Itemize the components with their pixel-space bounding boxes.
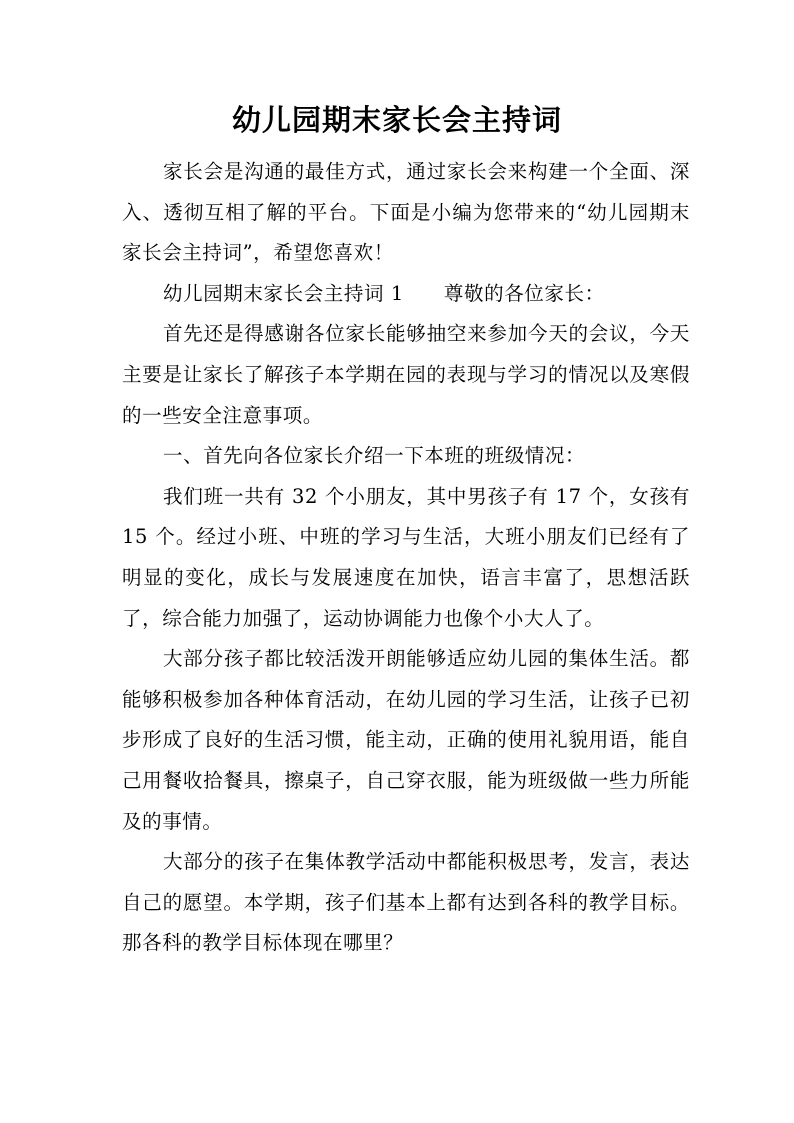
body-paragraph: 我们班一共有 32 个小朋友，其中男孩子有 17 个，女孩有 15 个。经过小班、中班的学习与生活，大班小朋友们已经有了明显的变化，成长与发展速度在加快，语言丰富了，思想活跃了，综合能力加强了，运动协调能力也像个小大人了。	[122, 484, 690, 630]
body-paragraph: 大部分孩子都比较活泼开朗能够适应幼儿园的集体生活。都能够积极参加各种体育活动，在幼儿园的学习生活，让孩子已初步形成了良好的生活习惯，能主动，正确的使用礼貌用语，能自己用餐收拾餐具，擦桌子，自己穿衣服，能为班级做一些力所能及的事情。	[122, 647, 690, 833]
greeting: 尊敬的各位家长：	[443, 281, 605, 305]
body-paragraph: 一、首先向各位家长介绍一下本班的班级情况：	[163, 444, 586, 468]
section-heading: 幼儿园期末家长会主持词 1	[163, 281, 404, 305]
body-paragraph: 大部分的孩子在集体教学活动中都能积极思考，发言，表达自己的愿望。本学期，孩子们基本上都有达到各科的教学目标。那各科的教学目标体现在哪里？	[122, 850, 690, 955]
body-paragraph: 首先还是得感谢各位家长能够抽空来参加今天的会议，今天主要是让家长了解孩子本学期在园的表现与学习的情况以及寒假的一些安全注意事项。	[122, 322, 690, 427]
document-body	[122, 152, 690, 964]
intro-paragraph: 家长会是沟通的最佳方式，通过家长会来构建一个全面、深入、透彻互相了解的平台。下面是小编为您带来的“幼儿园期末家长会主持词”，希望您喜欢！	[122, 160, 690, 265]
document-title: 幼儿园期末家长会主持词	[231, 103, 562, 137]
section-heading-line	[122, 274, 690, 315]
